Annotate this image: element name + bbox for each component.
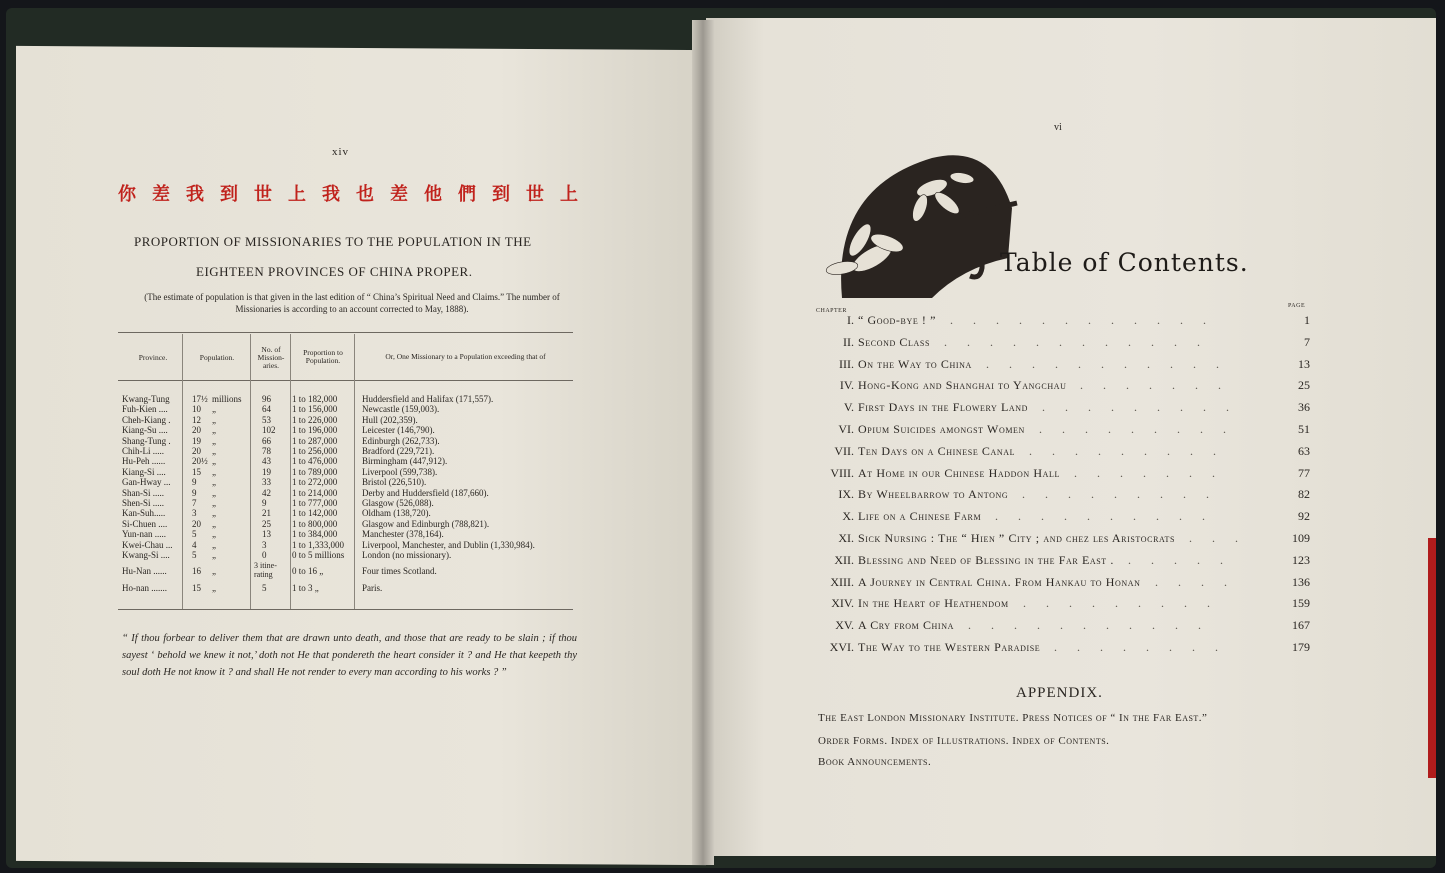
cell-province: Yun-nan .....	[122, 529, 166, 540]
chapter-page-number: 77	[1298, 465, 1310, 480]
red-bookmark	[1428, 538, 1436, 778]
cell-proportion: 1 to 256,000	[292, 446, 338, 456]
cell-province: Gan-Hway ...	[122, 477, 171, 488]
chapter-title: At Home in our Chinese Haddon Hall	[858, 465, 1060, 480]
header-population: Population.	[199, 353, 235, 362]
cell-province: Shang-Tung .	[122, 435, 171, 446]
chapter-page-number: 13	[1298, 356, 1310, 371]
leader-dots: .....	[1128, 552, 1243, 567]
cell-missionaries: 19	[262, 466, 271, 477]
header-comparison: Or, One Missionary to a Population exceeding that of	[385, 352, 546, 361]
cell-population-unit: „	[212, 508, 216, 519]
chapter-number: VII.	[834, 443, 854, 458]
chapter-title: A Cry from China	[858, 618, 954, 633]
table-bottom-rule	[118, 609, 573, 610]
cell-population: 15	[192, 583, 201, 593]
floral-fan-ornament	[812, 148, 1042, 308]
cell-proportion: 1 to 196,000	[292, 425, 338, 436]
leader-dots: ............	[950, 313, 1226, 327]
cell-population-unit: „	[212, 477, 216, 488]
cell-proportion: 1 to 777,000	[292, 498, 338, 508]
cell-population-unit: „	[212, 529, 216, 540]
chapter-title: In the Heart of Heathendom	[858, 596, 1009, 611]
cell-comparison: Leicester (146,790).	[362, 425, 435, 436]
header-province: Province.	[138, 353, 168, 362]
cell-province: Kiang-Si ....	[122, 466, 166, 477]
page-column-label: PAGE	[1288, 303, 1306, 309]
cell-province: Kwang-Si ....	[122, 550, 170, 560]
cell-province: Kwei-Chau ...	[122, 539, 173, 550]
cell-province: Hu-Nan ......	[122, 566, 167, 576]
cell-comparison: Manchester (378,164).	[362, 529, 444, 540]
chapter-page-number: 123	[1292, 552, 1310, 567]
chapter-title: Sick Nursing : The “ Hien ” City ; and chez les Aristocrats	[858, 531, 1176, 545]
toc-entry	[808, 487, 1310, 503]
chapter-number: I.	[847, 313, 854, 327]
left-page	[16, 46, 706, 865]
leader-dots: ...........	[986, 356, 1239, 371]
chinese-character: 我	[322, 184, 340, 205]
cell-missionaries: 33	[262, 477, 271, 488]
appendix-line: Book Announcements.	[818, 756, 932, 768]
chinese-character: 上	[560, 184, 578, 205]
chapter-number: XVI.	[829, 640, 854, 654]
cell-population: 5	[192, 529, 197, 540]
chapter-page-number: 36	[1298, 400, 1310, 415]
cell-comparison: Oldham (138,720).	[362, 508, 431, 519]
cell-population: 3	[192, 508, 197, 519]
cell-missionaries: 3 itine-rating	[254, 561, 277, 579]
leader-dots: .......	[1074, 465, 1235, 480]
cell-population: 16	[192, 566, 201, 576]
cell-province: Shen-Si .....	[122, 498, 165, 508]
chapter-title: By Wheelbarrow to Antong	[858, 487, 1009, 502]
cell-comparison: Bristol (226,510).	[362, 477, 427, 488]
chapter-number: XV.	[835, 618, 854, 633]
cell-province: Chih-Li .....	[122, 446, 164, 456]
cell-population: 17½	[192, 394, 208, 404]
cell-population: 10	[192, 404, 201, 415]
appendix-line: The East London Missionary Institute. Press Notices of “ In the Far East.”	[818, 712, 1208, 724]
chapter-number: VIII.	[830, 465, 854, 480]
toc-entry	[808, 596, 1310, 612]
cell-comparison: Liverpool (599,738).	[362, 466, 438, 477]
toc-entry	[808, 422, 1310, 438]
toc-entry	[808, 335, 1310, 351]
table-column-divider	[354, 334, 355, 609]
toc-title: Table of Contents.	[1000, 248, 1249, 277]
cell-missionaries: 9	[262, 498, 267, 508]
toc-entry	[808, 313, 1310, 329]
leader-dots: .........	[1022, 487, 1229, 502]
chapter-title: Life on a Chinese Farm	[858, 509, 982, 524]
cell-population-unit: „	[212, 566, 216, 576]
cell-population: 20	[192, 425, 201, 436]
cell-population-unit: „	[212, 446, 216, 456]
leader-dots: .........	[1029, 443, 1236, 458]
chapter-title: Opium Suicides amongst Women	[858, 422, 1025, 436]
chapter-page-number: 136	[1292, 574, 1310, 589]
chapter-title: First Days in the Flowery Land	[858, 400, 1029, 415]
cell-population: 7	[192, 498, 197, 508]
cell-missionaries: 25	[262, 518, 271, 529]
cell-proportion: 1 to 3 „	[292, 583, 319, 593]
cell-comparison: Birmingham (447,912).	[362, 456, 448, 467]
cell-missionaries: 3	[262, 539, 267, 550]
chapter-number: VI.	[838, 422, 854, 436]
cell-province: Kan-Suh.....	[122, 508, 166, 519]
chapter-title: Hong-Kong and Shanghai to Yangchau	[858, 378, 1067, 393]
toc-entry	[808, 553, 1310, 569]
chapter-number: III.	[839, 356, 854, 371]
chinese-character: 世	[254, 184, 272, 205]
cell-population-unit: „	[212, 425, 216, 436]
cell-comparison: Bradford (229,721).	[362, 446, 435, 456]
cell-population-unit: „	[212, 466, 216, 477]
toc-entry	[808, 466, 1310, 482]
chinese-character: 我	[186, 184, 204, 205]
chapter-title: Second Class	[858, 334, 930, 349]
appendix-heading: APPENDIX.	[1016, 685, 1103, 701]
cell-proportion: 1 to 142,000	[292, 508, 338, 519]
cell-population-unit: „	[212, 404, 216, 415]
appendix-line: Order Forms. Index of Illustrations. Index of Contents.	[818, 735, 1110, 747]
cell-proportion: 1 to 1,333,000	[292, 539, 345, 550]
cell-population: 20½	[192, 456, 208, 467]
cell-population-unit: millions	[212, 394, 242, 404]
cell-proportion: 1 to 476,000	[292, 456, 338, 467]
table-note: (The estimate of population is that given in the last edition of “ China’s Spiritual Need and Claims.” The number of Missionaries is according to an account corrected to May, 1888).	[144, 292, 560, 314]
cell-population: 20	[192, 518, 201, 529]
cell-comparison: Derby and Huddersfield (187,660).	[362, 487, 489, 498]
page-number-left: xiv	[332, 146, 350, 158]
scripture-quote: “ If thou forbear to deliver them that are drawn unto death, and those that are ready to be slain ; if thou sayest ‘ behold we knew it not,’ doth not He that pondereth the heart consider it ? and He that keepeth thy soul doth He not know it ? and shall He not render to every man according to his works ? ”	[122, 633, 577, 678]
toc-entry	[808, 531, 1310, 547]
cell-population-unit: „	[212, 435, 216, 446]
toc-entry	[808, 618, 1310, 634]
cell-proportion: 0 to 5 millions	[292, 550, 345, 560]
cell-proportion: 1 to 287,000	[292, 435, 338, 446]
chinese-character: 們	[458, 184, 476, 205]
chapter-title: A Journey in Central China. From Hankau to Honan	[858, 574, 1141, 589]
cell-missionaries: 5	[262, 583, 267, 593]
cell-population-unit: „	[212, 583, 216, 593]
cell-proportion: 1 to 800,000	[292, 518, 338, 529]
cell-population-unit: „	[212, 550, 216, 560]
chapter-number: XII.	[834, 552, 854, 567]
chinese-character: 也	[356, 184, 374, 205]
cell-missionaries: 64	[262, 404, 271, 415]
leader-dots: ...	[1189, 531, 1258, 545]
toc-entry	[808, 575, 1310, 591]
cell-missionaries: 96	[262, 394, 271, 404]
cell-population: 9	[192, 487, 197, 498]
cell-province: Kiang-Su ....	[122, 425, 168, 436]
chapter-page-number: 1	[1304, 313, 1310, 327]
chapter-number: V.	[843, 400, 854, 415]
table-header-rule	[118, 380, 573, 381]
toc-entry	[808, 640, 1310, 656]
chapter-title: Ten Days on a Chinese Canal	[858, 443, 1016, 458]
table-column-divider	[290, 334, 291, 609]
cell-population: 19	[192, 435, 201, 446]
chapter-number: IX.	[838, 487, 854, 502]
cell-population: 15	[192, 466, 201, 477]
cell-province: Kwang-Tung	[122, 394, 170, 404]
cell-population-unit: „	[212, 487, 216, 498]
cell-missionaries: 0	[262, 550, 267, 560]
cell-comparison: Edinburgh (262,733).	[362, 435, 440, 446]
leader-dots: .........	[1039, 422, 1246, 436]
chinese-character: 他	[424, 184, 442, 205]
cell-proportion: 1 to 384,000	[292, 529, 338, 540]
chinese-character: 差	[390, 184, 408, 205]
cell-population-unit: „	[212, 456, 216, 467]
chinese-character: 到	[220, 184, 238, 205]
cell-missionaries: 66	[262, 435, 271, 446]
cell-population-unit: „	[212, 518, 216, 529]
leader-dots: .......	[1080, 378, 1241, 393]
book-gutter	[692, 20, 714, 865]
toc-entry	[808, 357, 1310, 373]
cell-proportion: 1 to 214,000	[292, 487, 338, 498]
cell-missionaries: 42	[262, 487, 271, 498]
toc-entry	[808, 509, 1310, 525]
chapter-page-number: 109	[1292, 531, 1310, 545]
cell-province: Shan-Si .....	[122, 487, 165, 498]
chapter-page-number: 159	[1292, 596, 1310, 611]
cell-missionaries: 53	[262, 414, 271, 425]
cell-missionaries: 43	[262, 456, 271, 467]
leader-dots: .........	[1023, 596, 1230, 611]
chinese-character: 上	[288, 184, 306, 205]
header-missionaries: No. of Mission-aries.	[257, 345, 285, 370]
chinese-character: 差	[152, 184, 170, 205]
cell-province: Si-Chuen ....	[122, 518, 168, 529]
cell-province: Ho-nan .......	[122, 583, 167, 593]
cell-proportion: 1 to 156,000	[292, 404, 338, 415]
cell-comparison: Glasgow (526,088).	[362, 498, 434, 508]
cell-missionaries: 102	[262, 425, 276, 436]
chinese-character: 你	[118, 184, 136, 205]
table-title-line2: EIGHTEEN PROVINCES OF CHINA PROPER.	[196, 264, 473, 279]
cell-missionaries: 78	[262, 446, 271, 456]
chapter-number: XIII.	[830, 574, 854, 589]
chapter-title: The Way to the Western Paradise	[858, 640, 1041, 654]
cell-comparison: Newcastle (159,003).	[362, 404, 440, 415]
cell-comparison: Paris.	[362, 583, 383, 593]
chapter-number: II.	[843, 334, 854, 349]
table-column-divider	[250, 334, 251, 609]
header-proportion: Proportion to Population.	[303, 348, 343, 365]
cell-proportion: 1 to 272,000	[292, 477, 338, 488]
chapter-page-number: 92	[1298, 509, 1310, 524]
cell-province: Hu-Peh ......	[122, 456, 166, 467]
cell-missionaries: 21	[262, 508, 271, 519]
cell-comparison: Huddersfield and Halifax (171,557).	[362, 394, 494, 404]
cell-comparison: Glasgow and Edinburgh (788,821).	[362, 518, 490, 529]
cell-province: Cheh-Kiang .	[122, 414, 171, 425]
chapter-title: “ Good-bye ! ”	[858, 313, 937, 327]
table-title-line1: PROPORTION OF MISSIONARIES TO THE POPULATION IN THE	[134, 234, 532, 249]
cell-population: 4	[192, 539, 197, 550]
table-column-divider	[182, 334, 183, 609]
cell-proportion: 0 to 16 „	[292, 566, 324, 576]
cell-proportion: 1 to 789,000	[292, 466, 338, 477]
cell-comparison: Hull (202,359).	[362, 414, 418, 425]
chinese-text-line	[118, 180, 578, 206]
table-top-rule	[118, 332, 573, 333]
toc-entry	[808, 400, 1310, 416]
cell-population: 20	[192, 446, 201, 456]
cell-proportion: 1 to 182,000	[292, 394, 338, 404]
leader-dots: ............	[944, 334, 1220, 349]
chapter-page-number: 179	[1292, 640, 1310, 654]
page-number-right: vi	[1054, 122, 1062, 133]
cell-missionaries: 13	[262, 529, 271, 540]
cell-province: Fuh-Kien ....	[122, 404, 168, 415]
cell-population-unit: „	[212, 414, 216, 425]
cell-comparison: London (no missionary).	[362, 550, 452, 560]
cell-comparison: Four times Scotland.	[362, 566, 437, 576]
chapter-title: On the Way to China	[858, 356, 972, 371]
cell-comparison: Liverpool, Manchester, and Dublin (1,330,984).	[362, 539, 535, 550]
chapter-page-number: 63	[1298, 443, 1310, 458]
chapter-page-number: 167	[1292, 618, 1310, 633]
leader-dots: .........	[1042, 400, 1249, 415]
chapter-page-number: 51	[1298, 422, 1310, 436]
cell-population-unit: „	[212, 539, 216, 550]
chapter-page-number: 25	[1298, 378, 1310, 393]
chapter-page-number: 82	[1298, 487, 1310, 502]
cell-population: 5	[192, 550, 197, 560]
toc-entry	[808, 444, 1310, 460]
chinese-character: 到	[492, 184, 510, 205]
leader-dots: ...........	[968, 618, 1221, 633]
chapter-number: IV.	[839, 378, 854, 393]
cell-population: 9	[192, 477, 197, 488]
cell-population: 12	[192, 414, 201, 425]
cell-population-unit: „	[212, 498, 216, 508]
chapter-page-number: 7	[1304, 334, 1310, 349]
chinese-character: 世	[526, 184, 544, 205]
chapter-column-label: CHAPTER	[816, 308, 847, 314]
chapter-number: XIV.	[831, 596, 854, 611]
cell-proportion: 1 to 226,000	[292, 414, 338, 425]
chapter-title: Blessing and Need of Blessing in the Far East .	[858, 552, 1114, 567]
toc-entry	[808, 378, 1310, 394]
chapter-number: XI.	[838, 531, 854, 545]
leader-dots: ....	[1155, 574, 1247, 589]
chapter-number: X.	[842, 509, 854, 524]
leader-dots: ..........	[995, 509, 1225, 524]
leader-dots: ........	[1054, 640, 1238, 654]
